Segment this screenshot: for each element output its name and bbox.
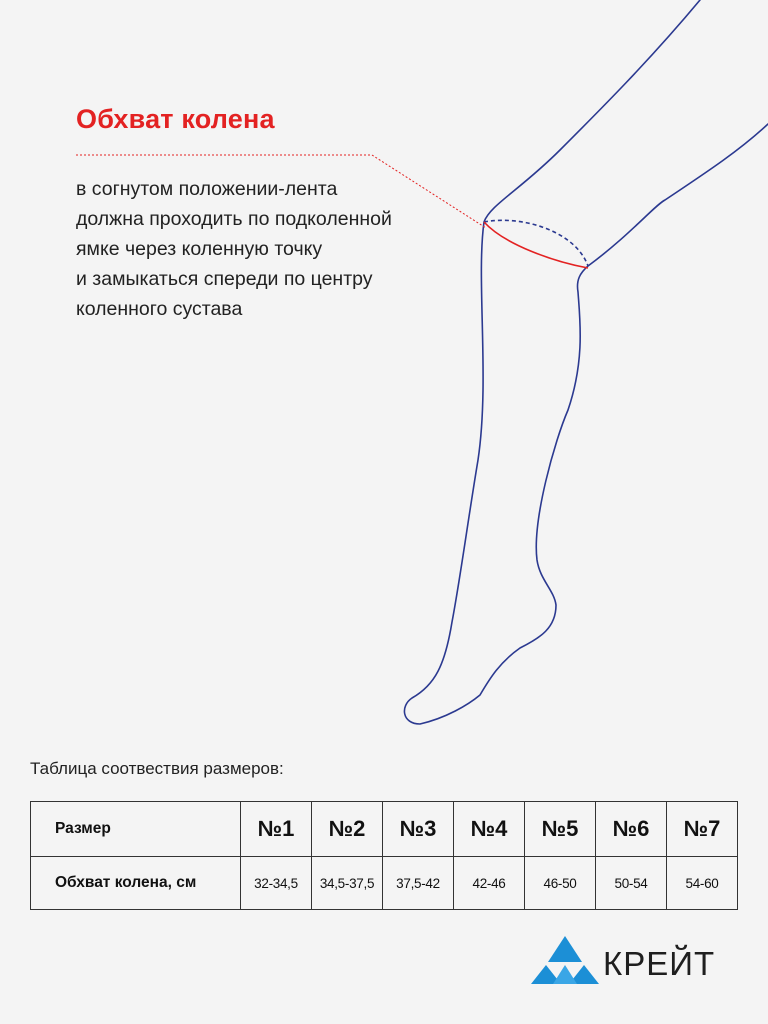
size-table-caption: Таблица соотвествия размеров:	[30, 759, 284, 778]
size-number-cell: №4	[454, 802, 525, 857]
description-line: коленного сустава	[76, 298, 243, 320]
size-number-cell: №6	[596, 802, 667, 857]
size-number-cell: №5	[525, 802, 596, 857]
description-line: должна проходить по подколенной	[76, 208, 392, 230]
size-number-cell: №1	[241, 802, 312, 857]
measurement-description	[76, 174, 476, 324]
circumference-value-cell: 46-50	[525, 857, 596, 910]
circumference-value-cell: 32-34,5	[241, 857, 312, 910]
size-table	[30, 801, 738, 910]
knee-circumference-label: Обхват колена, см	[31, 857, 241, 910]
size-number-cell: №7	[667, 802, 738, 857]
size-number-cell: №2	[312, 802, 383, 857]
brand-name: КРЕЙТ	[603, 945, 716, 982]
description-line: ямке через коленную точку	[76, 238, 323, 260]
circumference-value-cell: 42-46	[454, 857, 525, 910]
measurement-title: Обхват колена	[76, 104, 275, 134]
description-line: в согнутом положении-лента	[76, 178, 338, 200]
size-header-row	[31, 802, 738, 857]
circumference-value-cell: 54-60	[667, 857, 738, 910]
size-number-cell: №3	[383, 802, 454, 857]
triangle-mountain-icon	[530, 934, 600, 984]
knee-back-dashed-line	[484, 220, 588, 266]
circumference-value-cell: 34,5-37,5	[312, 857, 383, 910]
knee-circumference-row	[31, 857, 738, 910]
description-line: и замыкаться спереди по центру	[76, 268, 373, 290]
leg-outline	[404, 0, 768, 724]
circumference-value-cell: 37,5-42	[383, 857, 454, 910]
knee-measurement-line	[484, 222, 588, 268]
circumference-value-cell: 50-54	[596, 857, 667, 910]
size-header-label: Размер	[31, 802, 241, 857]
